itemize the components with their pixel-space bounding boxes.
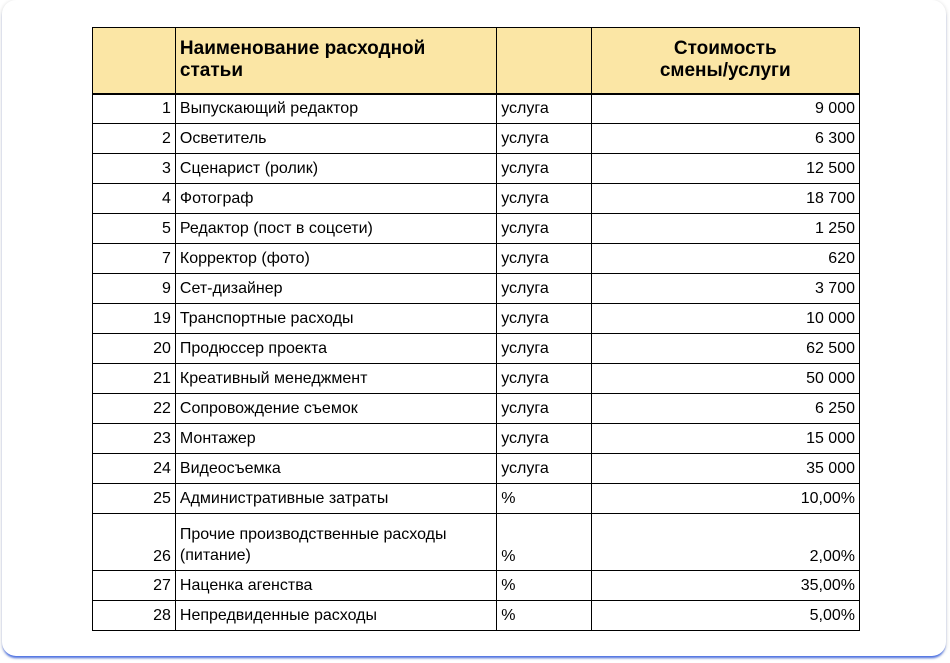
row-item-name: Монтажер [175,424,496,454]
row-unit: услуга [497,334,591,364]
row-number: 26 [93,514,176,571]
header-unit [497,28,591,94]
row-item-name: Наценка агенства [175,571,496,601]
header-item-name-line2: статьи [179,60,244,82]
table-row [93,274,860,304]
header-item-name-line1: Наименование расходной [179,38,426,60]
row-number: 3 [93,154,176,184]
row-unit: услуга [497,124,591,154]
header-number [93,28,176,94]
row-number: 9 [93,274,176,304]
table-row [93,154,860,184]
table-row [93,334,860,364]
row-item-name: Видеосъемка [175,454,496,484]
row-cost: 62 500 [591,334,859,364]
row-unit: услуга [497,394,591,424]
row-item-name: Креативный менеджмент [175,364,496,394]
table-row [93,514,860,571]
table-row [93,394,860,424]
row-cost: 620 [591,244,859,274]
row-item-name: Фотограф [175,184,496,214]
row-unit: % [497,514,591,571]
table-row [93,484,860,514]
row-number: 27 [93,571,176,601]
row-unit: % [497,571,591,601]
row-cost: 12 500 [591,154,859,184]
header-item-name [175,28,496,94]
row-number: 28 [93,601,176,631]
table-body [93,94,860,631]
table-row [93,304,860,334]
row-cost: 18 700 [591,184,859,214]
row-item-name: Транспортные расходы [175,304,496,334]
row-number: 5 [93,214,176,244]
row-cost: 35,00% [591,571,859,601]
row-cost: 10 000 [591,304,859,334]
row-item-name: Сценарист (ролик) [175,154,496,184]
row-number: 20 [93,334,176,364]
row-cost: 10,00% [591,484,859,514]
row-cost: 3 700 [591,274,859,304]
table-row [93,424,860,454]
row-number: 24 [93,454,176,484]
row-cost: 15 000 [591,424,859,454]
row-number: 2 [93,124,176,154]
row-unit: услуга [497,214,591,244]
table-row [93,94,860,124]
table-row [93,454,860,484]
table-header-row [93,28,860,94]
row-number: 25 [93,484,176,514]
row-number: 7 [93,244,176,274]
row-cost: 9 000 [591,94,859,124]
table-row [93,124,860,154]
row-cost: 50 000 [591,364,859,394]
row-item-name: Административные затраты [175,484,496,514]
row-unit: услуга [497,244,591,274]
table-row [93,244,860,274]
table-row [93,184,860,214]
row-cost: 5,00% [591,601,859,631]
row-number: 23 [93,424,176,454]
row-number: 19 [93,304,176,334]
row-number: 4 [93,184,176,214]
row-cost: 35 000 [591,454,859,484]
row-unit: услуга [497,364,591,394]
row-unit: услуга [497,304,591,334]
row-number: 22 [93,394,176,424]
row-unit: % [497,601,591,631]
row-number: 21 [93,364,176,394]
row-unit: услуга [497,184,591,214]
row-unit: услуга [497,154,591,184]
row-unit: услуга [497,94,591,124]
row-item-name: Корректор (фото) [175,244,496,274]
row-item-name: Продюссер проекта [175,334,496,364]
table-row [93,601,860,631]
row-item-name: Редактор (пост в соцсети) [175,214,496,244]
row-unit: % [497,484,591,514]
row-item-name: Сет-дизайнер [175,274,496,304]
row-cost: 6 250 [591,394,859,424]
header-cost [591,28,859,94]
row-number: 1 [93,94,176,124]
expense-table [92,27,860,631]
row-item-name: Осветитель [175,124,496,154]
row-item-name: Сопровождение съемок [175,394,496,424]
row-cost: 6 300 [591,124,859,154]
row-item-name: Прочие производственные расходы (питание) [175,514,496,571]
row-item-name: Выпускающий редактор [175,94,496,124]
card [2,0,946,656]
table-row [93,364,860,394]
row-unit: услуга [497,424,591,454]
header-cost-line2: смены/услуги [659,60,791,82]
table-row [93,571,860,601]
row-cost: 2,00% [591,514,859,571]
table-row [93,214,860,244]
header-cost-line1: Стоимость [673,38,777,60]
row-unit: услуга [497,274,591,304]
row-cost: 1 250 [591,214,859,244]
row-unit: услуга [497,454,591,484]
row-item-name: Непредвиденные расходы [175,601,496,631]
